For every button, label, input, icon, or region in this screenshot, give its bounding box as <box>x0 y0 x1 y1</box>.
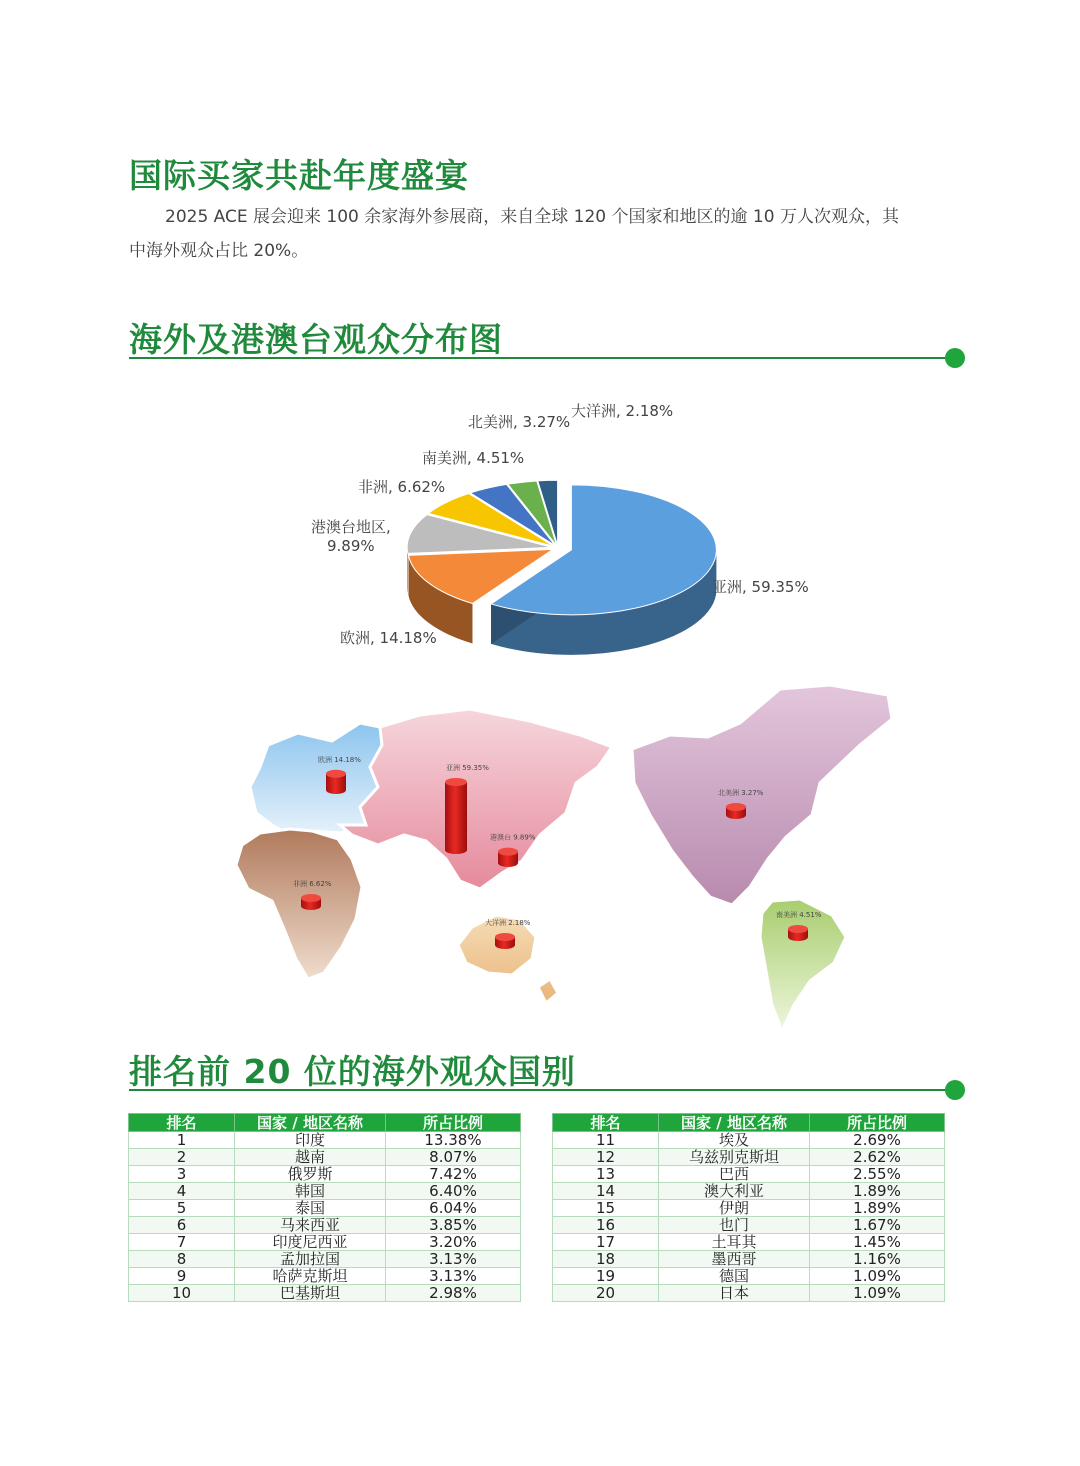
share-cell: 1.09% <box>810 1285 945 1302</box>
pie-data-label: 港澳台地区, <box>311 518 391 536</box>
pie-data-label: 9.89% <box>327 537 375 555</box>
country-cell: 巴西 <box>659 1166 810 1183</box>
country-cell: 巴基斯坦 <box>235 1285 386 1302</box>
rank-cell: 9 <box>129 1268 235 1285</box>
africa-shape <box>236 829 362 979</box>
table-row <box>553 1166 945 1183</box>
header-rank: 排名 <box>129 1114 235 1132</box>
rank-cell: 5 <box>129 1200 235 1217</box>
table-row <box>129 1268 521 1285</box>
country-cell: 土耳其 <box>659 1234 810 1251</box>
intro-paragraph <box>129 200 959 268</box>
table-row <box>553 1234 945 1251</box>
header-country: 国家 / 地区名称 <box>659 1114 810 1132</box>
country-cell: 也门 <box>659 1217 810 1234</box>
country-cell: 德国 <box>659 1268 810 1285</box>
rank-cell: 13 <box>553 1166 659 1183</box>
section-rule <box>129 357 949 359</box>
section-title-ranking: 排名前 20 位的海外观众国别 <box>129 1052 576 1091</box>
ranking-table-right <box>552 1113 945 1302</box>
cylinder-cap <box>498 848 518 856</box>
oceania-shape <box>458 915 558 1003</box>
country-cell: 伊朗 <box>659 1200 810 1217</box>
world-map-chart <box>220 675 940 1035</box>
cylinder-cap <box>326 770 346 778</box>
table-row <box>129 1132 521 1149</box>
intro-line-1: 2025 ACE 展会迎来 100 余家海外参展商，来自全球 120 个国家和地区的逾 10 万人次观众，其 <box>165 207 899 227</box>
share-cell: 6.04% <box>386 1200 521 1217</box>
share-cell: 3.20% <box>386 1234 521 1251</box>
table-row <box>129 1217 521 1234</box>
header-share: 所占比例 <box>810 1114 945 1132</box>
cylinder-cap <box>495 933 515 941</box>
rank-cell: 3 <box>129 1166 235 1183</box>
pie-data-label: 非洲, 6.62% <box>358 478 446 496</box>
rank-cell: 12 <box>553 1149 659 1166</box>
share-cell: 1.45% <box>810 1234 945 1251</box>
country-cell: 韩国 <box>235 1183 386 1200</box>
pie-data-label: 大洋洲, 2.18% <box>571 402 674 420</box>
country-cell: 澳大利亚 <box>659 1183 810 1200</box>
table-row <box>553 1132 945 1149</box>
map-region-label: 非洲 6.62% <box>293 880 332 888</box>
country-cell: 孟加拉国 <box>235 1251 386 1268</box>
rank-cell: 20 <box>553 1285 659 1302</box>
cylinder-cap <box>301 894 321 902</box>
table-row <box>129 1149 521 1166</box>
rank-cell: 8 <box>129 1251 235 1268</box>
table-row <box>553 1149 945 1166</box>
table-row <box>553 1268 945 1285</box>
map-region-label: 欧洲 14.18% <box>318 755 361 764</box>
rank-cell: 11 <box>553 1132 659 1149</box>
table-row <box>553 1200 945 1217</box>
share-cell: 2.69% <box>810 1132 945 1149</box>
country-cell: 泰国 <box>235 1200 386 1217</box>
country-cell: 印度 <box>235 1132 386 1149</box>
map-region-label: 南美洲 4.51% <box>776 911 822 919</box>
rank-cell: 19 <box>553 1268 659 1285</box>
pie-data-label: 亚洲, 59.35% <box>712 578 809 596</box>
section-title-distribution: 海外及港澳台观众分布图 <box>129 320 503 359</box>
pie-data-label: 北美洲, 3.27% <box>468 413 571 431</box>
share-cell: 2.62% <box>810 1149 945 1166</box>
table-row <box>129 1166 521 1183</box>
country-cell: 哈萨克斯坦 <box>235 1268 386 1285</box>
share-cell: 1.67% <box>810 1217 945 1234</box>
country-cell: 埃及 <box>659 1132 810 1149</box>
rank-cell: 14 <box>553 1183 659 1200</box>
share-cell: 1.89% <box>810 1200 945 1217</box>
table-row <box>553 1251 945 1268</box>
country-cell: 越南 <box>235 1149 386 1166</box>
country-cell: 印度尼西亚 <box>235 1234 386 1251</box>
asia-shape <box>340 709 612 889</box>
rank-cell: 4 <box>129 1183 235 1200</box>
share-cell: 13.38% <box>386 1132 521 1149</box>
cylinder-cap <box>788 925 808 933</box>
section-dot-icon-2 <box>945 1080 965 1100</box>
cylinder-body <box>445 782 467 854</box>
rank-cell: 1 <box>129 1132 235 1149</box>
share-cell: 3.85% <box>386 1217 521 1234</box>
rank-cell: 6 <box>129 1217 235 1234</box>
intro-line-2: 中海外观众占比 20%。 <box>129 241 309 261</box>
cylinder-cap <box>445 778 467 786</box>
rank-cell: 10 <box>129 1285 235 1302</box>
share-cell: 1.16% <box>810 1251 945 1268</box>
cylinder-cap <box>726 803 746 811</box>
share-cell: 1.09% <box>810 1268 945 1285</box>
section-rule-2 <box>129 1089 949 1091</box>
table-row <box>553 1285 945 1302</box>
pie-data-label: 南美洲, 4.51% <box>422 449 525 467</box>
table-row <box>553 1217 945 1234</box>
pie-data-label: 欧洲, 14.18% <box>340 629 437 647</box>
share-cell: 1.89% <box>810 1183 945 1200</box>
header-share: 所占比例 <box>386 1114 521 1132</box>
header-country: 国家 / 地区名称 <box>235 1114 386 1132</box>
share-cell: 6.40% <box>386 1183 521 1200</box>
country-cell: 马来西亚 <box>235 1217 386 1234</box>
country-cell: 乌兹别克斯坦 <box>659 1149 810 1166</box>
rank-cell: 2 <box>129 1149 235 1166</box>
table-row <box>129 1251 521 1268</box>
map-region-label: 亚洲 59.35% <box>446 764 489 772</box>
country-cell: 墨西哥 <box>659 1251 810 1268</box>
pie-side-港澳台地区 <box>407 547 408 593</box>
rank-cell: 16 <box>553 1217 659 1234</box>
ranking-table-left <box>128 1113 521 1302</box>
share-cell: 7.42% <box>386 1166 521 1183</box>
rank-cell: 7 <box>129 1234 235 1251</box>
header-rank: 排名 <box>553 1114 659 1132</box>
share-cell: 3.13% <box>386 1251 521 1268</box>
share-cell: 2.55% <box>810 1166 945 1183</box>
table-row <box>129 1285 521 1302</box>
share-cell: 3.13% <box>386 1268 521 1285</box>
rank-cell: 15 <box>553 1200 659 1217</box>
country-cell: 俄罗斯 <box>235 1166 386 1183</box>
table-row <box>129 1183 521 1200</box>
map-region-label: 北美洲 3.27% <box>718 789 764 797</box>
table-row <box>129 1234 521 1251</box>
section-title-buyers: 国际买家共赴年度盛宴 <box>129 156 469 195</box>
map-region-label: 港澳台 9.89% <box>490 833 536 842</box>
table-row <box>129 1200 521 1217</box>
share-cell: 2.98% <box>386 1285 521 1302</box>
rank-cell: 17 <box>553 1234 659 1251</box>
continents <box>236 685 892 1031</box>
table-row <box>553 1183 945 1200</box>
rank-cell: 18 <box>553 1251 659 1268</box>
map-region-label: 大洋洲 2.18% <box>485 919 531 927</box>
section-dot-icon <box>945 348 965 368</box>
country-cell: 日本 <box>659 1285 810 1302</box>
share-cell: 8.07% <box>386 1149 521 1166</box>
